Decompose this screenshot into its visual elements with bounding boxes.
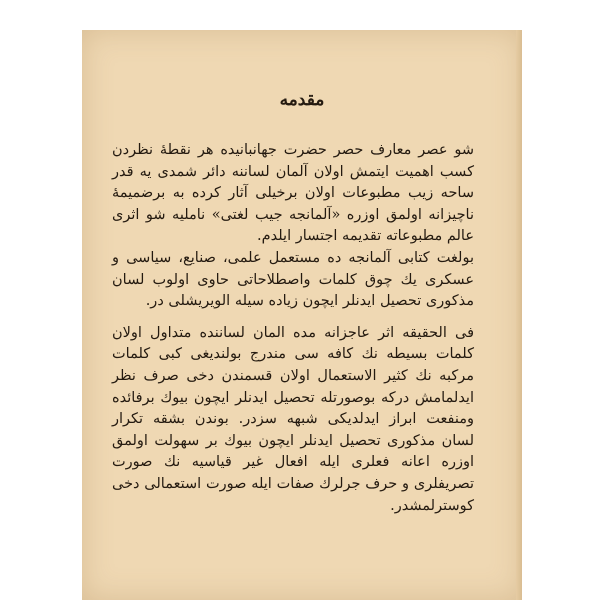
paragraph-2: بولغت کتابی آلمانجه ده مستعمل علمی، صنایع، سیاسی و عسکری یك چوق کلمات واصطلاحاتی حاوی اولوب لسان مذکوری تحصیل ایدنلر ایچون زیاده سیله الویریشلی در. xyxy=(112,249,474,310)
paragraph-1: شو عصر معارف حصر حضرت جهانبانیده هر نقطهٔ نظردن کسب اهمیت ایتمش اولان آلمان لساننه دائر شمدی یه قدر ساحه زیب مطبوعات اولان برخیلی آثار کرده به برضمیمهٔ ناچیزانه اولمق اوزره «آلمانجه جیب لغتی» ناملیه شو اثری عالم مطبوعاته تقدیمه اجتسار ایلدم. xyxy=(112,142,474,245)
paragraph-3: فی الحقیقه اثر عاجزانه مده المان لساننده متداول اولان کلمات بسیطه نك كافه سی مندرج بولندیغی کبی کلمات مرکبه نك کثیر الاستعمال اولان قسمندن دخی صرف نظر ایدلمامش درکه بوصورتله تحصیل ایدنلر ایچون بیوك برفائده ومنفعت ابراز ایدلدیکی شبهه سزدر. بوندن بشقه تکرار لسان مذکوری تحصیل ایدنلر ایچون بیوك بر سهولت اولمق اوزره اعانه فعلری ایله افعال غیر قیاسیه نك صورت تصریفلری و حرف جرلرك صفات ایله صورت استعمالی دخی کوسترلمشدر. xyxy=(112,324,474,514)
page-body xyxy=(112,140,474,517)
page-heading: مقدمه xyxy=(279,90,325,110)
book-page xyxy=(82,30,522,600)
page-edge xyxy=(516,30,522,600)
